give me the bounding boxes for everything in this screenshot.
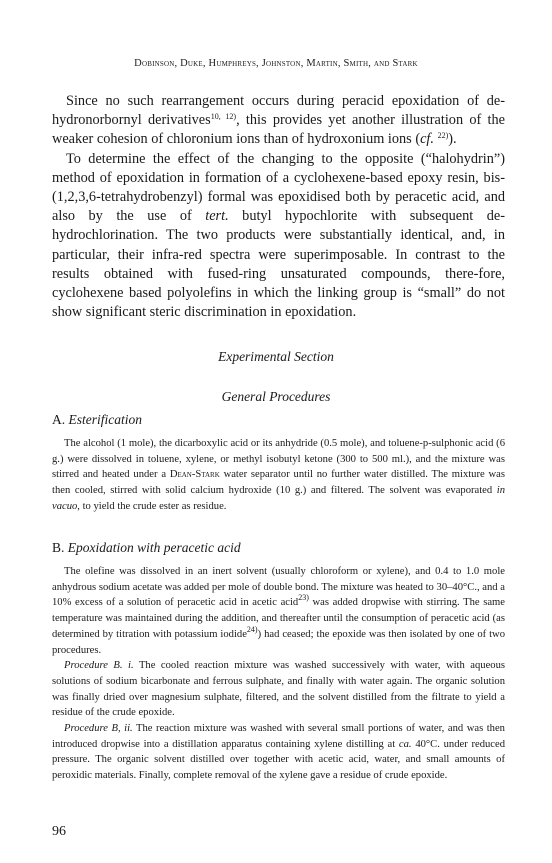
section-b-paragraph-1 [52, 564, 505, 658]
text-run: 40°C. under reduced pressure. The organic solvent distilled over together with acetic acid, water, and small amounts of peroxidic materials. Finally, complete removal of the xylene gave a residue of crude epoxide. [52, 738, 505, 782]
text-run: ) had ceased; the epoxide was then isolated by one of two procedures. [52, 628, 506, 656]
dean-stark: Dean-Stark [169, 469, 220, 481]
text-run: was added dropwise with stirring. The same temperature was maintained during the addition, and thereafter until the consumption of peracetic acid (as determined by titration with potassium iodide [52, 597, 505, 640]
text-run: The alcohol (1 mole), the dicarboxylic acid or its anhydride (0.5 mole), and toluene-p-sulphonic acid (6 g.) were dissolved in toluene, xylene, or methyl isobutyl ketone (300 to 500 ml.), and the mixture was stirred and heated under a [52, 438, 505, 481]
intro-paragraph-2 [52, 150, 505, 323]
text-run: The reaction mixture was washed with several small portions of water, and was then introduced dropwise into a distillation apparatus containing xylene distilling at [52, 723, 505, 750]
cf-abbrev: cf. [420, 131, 434, 148]
text-run: water separator until no further water distilled. The mixture was then cooled, stirred with solid calcium hydroxide (10 g.) and filtered. The solvent was evaporated [52, 469, 505, 497]
in-vacuo: in vacuo [52, 485, 505, 512]
subsection-heading-b [52, 540, 241, 556]
text-run: The olefine was dissolved in an inert solvent (usually chloroform or xylene), and 0.4 to 1.0 mole anhydrous sodium acetate was added per mole of double bond. The mixture was heated to 30–40°C., and a 10% excess of a solution of peracetic acid in acetic acid [52, 566, 505, 609]
subsection-letter: A. [52, 412, 66, 427]
intro-paragraph-1 [52, 92, 505, 150]
text-run: ). [448, 131, 457, 148]
section-a-text [52, 436, 505, 515]
section-b-paragraph-2 [52, 658, 505, 721]
page-number: 96 [52, 824, 66, 839]
procedure-label: Procedure B. i. [64, 660, 134, 672]
citation-ref: 22) [437, 131, 449, 141]
subsection-title: Epoxidation with peracetic acid [67, 540, 241, 555]
section-heading-general: General Procedures [221, 389, 331, 404]
section-b-text [52, 564, 505, 784]
tert-abbrev: tert. [205, 208, 229, 225]
ca-abbrev: ca. [398, 738, 412, 750]
intro-text [52, 92, 505, 322]
section-b-paragraph-3 [52, 721, 505, 784]
section-a-paragraph [52, 436, 505, 515]
citation-ref: 10, 12) [210, 112, 237, 122]
citation-ref: 24) [246, 624, 258, 634]
text-run: , to yield the crude ester as residue. [77, 500, 227, 512]
running-head: Dobinson, Duke, Humphreys, Johnston, Martin, Smith, and Stark [134, 58, 418, 69]
subsection-heading-a [52, 412, 142, 428]
subsection-title: Esterification [68, 412, 142, 427]
text-run: butyl hypochlorite with subsequent de-hydrochlorination. The two products were substantially identical, and, in particular, their infra-red spectra were superimposable. In contrast to the results obtained with fused-ring unsaturated compounds, there-fore, cyclohexene based polyolefins in which the linking group is “small” do not show significant steric discrimination in epoxidation. [52, 208, 505, 321]
citation-ref: 23) [298, 593, 309, 603]
procedure-label: Procedure B, ii. [64, 723, 133, 735]
text-run: To determine the effect of the changing to the opposite (“halohydrin”) method of epoxidation in formation of a cyclohexene-based epoxy resin, bis-(1,2,3,6-tetrahydrobenzyl) formal was epoxidised both by peracetic acid, and also by the use of [52, 150, 505, 225]
section-heading-experimental: Experimental Section [218, 349, 334, 364]
text-run: Since no such rearrangement occurs during peracid epoxidation of de-hydronorbornyl derivatives [52, 93, 505, 129]
text-run: , this provides yet another illustration of the weaker cohesion of chloronium ions than of hydroxonium ions ( [52, 112, 505, 148]
subsection-letter: B. [52, 540, 65, 555]
text-run: The cooled reaction mixture was washed successively with water, with aqueous solutions of sodium bicarbonate and ferrous sulphate, and finally with water again. The organic solution was finally dried over magnesium sulphate, filtered, and the solvent distilled from the filtrate to yield a residue of the crude epoxide. [52, 660, 506, 719]
